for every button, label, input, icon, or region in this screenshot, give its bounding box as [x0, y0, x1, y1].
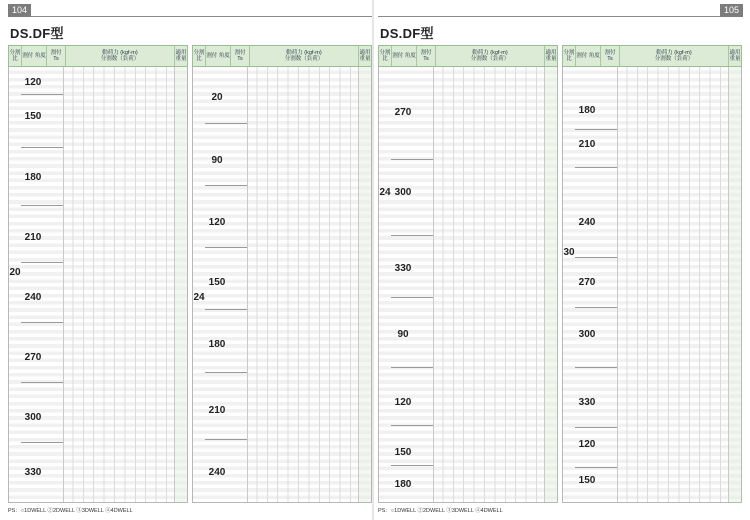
angle-label: 270 [24, 352, 42, 363]
angle-label: 210 [24, 232, 42, 243]
ratio-label: 20 [9, 267, 21, 278]
page-gutter [372, 0, 374, 520]
page-left [8, 0, 373, 520]
page-header [378, 2, 743, 20]
spec-table-ratio-24 [192, 45, 372, 503]
col-dynamic-title: 動荷力 (kgf-m) [656, 50, 692, 56]
angle-label: 150 [208, 277, 226, 288]
group-divider [205, 309, 247, 310]
angle-label: 90 [397, 329, 409, 340]
angle-label: 20 [211, 92, 223, 103]
col-index: 割付 Ts [47, 46, 66, 66]
group-divider [391, 235, 433, 236]
group-divider [205, 372, 247, 373]
col-ratio: 分割 比 [9, 46, 22, 66]
table-body [192, 67, 372, 503]
group-divider [391, 297, 433, 298]
col-angle: 割付 角度 [392, 46, 417, 66]
angle-label: 300 [24, 412, 42, 423]
angle-label: 330 [578, 397, 596, 408]
mass-column [174, 67, 187, 502]
spec-tables [378, 45, 743, 503]
table-body [8, 67, 188, 503]
page-right [378, 0, 743, 520]
mass-column [358, 67, 371, 502]
group-divider [391, 465, 433, 466]
col-dynamic-title: 動荷力 (kgf-m) [472, 50, 508, 56]
spec-table-ratio-20 [8, 45, 188, 503]
footnote: PS：○1DWELL ②2DWELL ③3DWELL ④4DWELL [8, 508, 133, 514]
group-divider [205, 247, 247, 248]
col-index: 割付 Ts [417, 46, 436, 66]
col-mass: 適用 重量 [359, 50, 371, 62]
spec-table-ratio-24 [378, 45, 558, 503]
angle-label: 210 [578, 139, 596, 150]
group-divider [21, 442, 63, 443]
group-divider [575, 129, 617, 130]
col-dynamic [620, 46, 729, 66]
col-dynamic-title: 動荷力 (kgf-m) [286, 50, 322, 56]
spec-table-ratio-30 [562, 45, 742, 503]
angle-label: 330 [394, 263, 412, 274]
col-load-title: 分割数（負荷） [470, 56, 510, 62]
group-divider [575, 467, 617, 468]
angle-label: 120 [24, 77, 42, 88]
group-divider [21, 322, 63, 323]
col-ratio: 分割 比 [563, 46, 576, 66]
group-divider [205, 123, 247, 124]
angle-label: 150 [394, 447, 412, 458]
col-ratio: 分割 比 [193, 46, 206, 66]
ratio-label: 24 [193, 292, 205, 303]
angle-label: 240 [24, 292, 42, 303]
ratio-label: 24 [379, 187, 391, 198]
col-load-title: 分割数（負荷） [654, 56, 694, 62]
row-stub [379, 67, 434, 502]
angle-label: 240 [208, 467, 226, 478]
angle-label: 180 [578, 105, 596, 116]
col-ratio: 分割 比 [379, 46, 392, 66]
col-angle: 割付 角度 [22, 46, 47, 66]
angle-label: 270 [394, 107, 412, 118]
group-divider [391, 367, 433, 368]
grid-lines [63, 67, 175, 502]
table-header [378, 45, 558, 67]
table-header [562, 45, 742, 67]
col-load-title: 分割数（負荷） [100, 56, 140, 62]
col-dynamic-title: 動荷力 (kgf-m) [102, 50, 138, 56]
angle-label: 120 [208, 217, 226, 228]
header-rule [378, 16, 743, 17]
col-angle: 割付 角度 [576, 46, 601, 66]
page-number: 105 [720, 4, 743, 17]
group-divider [575, 427, 617, 428]
group-divider [391, 159, 433, 160]
model-title: DS.DF型 [10, 26, 64, 41]
angle-label: 300 [394, 187, 412, 198]
group-divider [205, 439, 247, 440]
table-body [562, 67, 742, 503]
table-header [192, 45, 372, 67]
grid-lines [433, 67, 545, 502]
group-divider [575, 167, 617, 168]
group-divider [21, 205, 63, 206]
group-divider [21, 94, 63, 95]
angle-label: 270 [578, 277, 596, 288]
row-stub [9, 67, 64, 502]
angle-label: 180 [208, 339, 226, 350]
col-index: 割付 Ts [601, 46, 620, 66]
angle-label: 180 [394, 479, 412, 490]
table-body [378, 67, 558, 503]
angle-label: 150 [578, 475, 596, 486]
model-title: DS.DF型 [380, 26, 434, 41]
col-angle: 割付 角度 [206, 46, 231, 66]
grid-lines [247, 67, 359, 502]
col-dynamic [66, 46, 175, 66]
col-mass: 適用 重量 [545, 50, 557, 62]
row-stub [563, 67, 618, 502]
page-number: 104 [8, 4, 31, 17]
mass-column [728, 67, 741, 502]
group-divider [575, 367, 617, 368]
col-dynamic [436, 46, 545, 66]
col-index: 割付 Ts [231, 46, 250, 66]
angle-label: 150 [24, 111, 42, 122]
table-header [8, 45, 188, 67]
angle-label: 120 [578, 439, 596, 450]
group-divider [21, 147, 63, 148]
mass-column [544, 67, 557, 502]
angle-label: 210 [208, 405, 226, 416]
header-rule [8, 16, 373, 17]
row-stub [193, 67, 248, 502]
angle-label: 300 [578, 329, 596, 340]
ratio-label: 30 [563, 247, 575, 258]
group-divider [391, 425, 433, 426]
col-load-title: 分割数（負荷） [284, 56, 324, 62]
angle-label: 330 [24, 467, 42, 478]
spec-tables [8, 45, 373, 503]
angle-label: 240 [578, 217, 596, 228]
angle-label: 120 [394, 397, 412, 408]
group-divider [575, 307, 617, 308]
angle-label: 180 [24, 172, 42, 183]
col-mass: 適用 重量 [175, 50, 187, 62]
group-divider [205, 185, 247, 186]
footnote: PS：○1DWELL ②2DWELL ③3DWELL ④4DWELL [378, 508, 503, 514]
col-dynamic [250, 46, 359, 66]
group-divider [21, 262, 63, 263]
group-divider [575, 257, 617, 258]
grid-lines [617, 67, 729, 502]
col-mass: 適用 重量 [729, 50, 741, 62]
group-divider [21, 382, 63, 383]
angle-label: 90 [211, 155, 223, 166]
page-header [8, 2, 373, 20]
